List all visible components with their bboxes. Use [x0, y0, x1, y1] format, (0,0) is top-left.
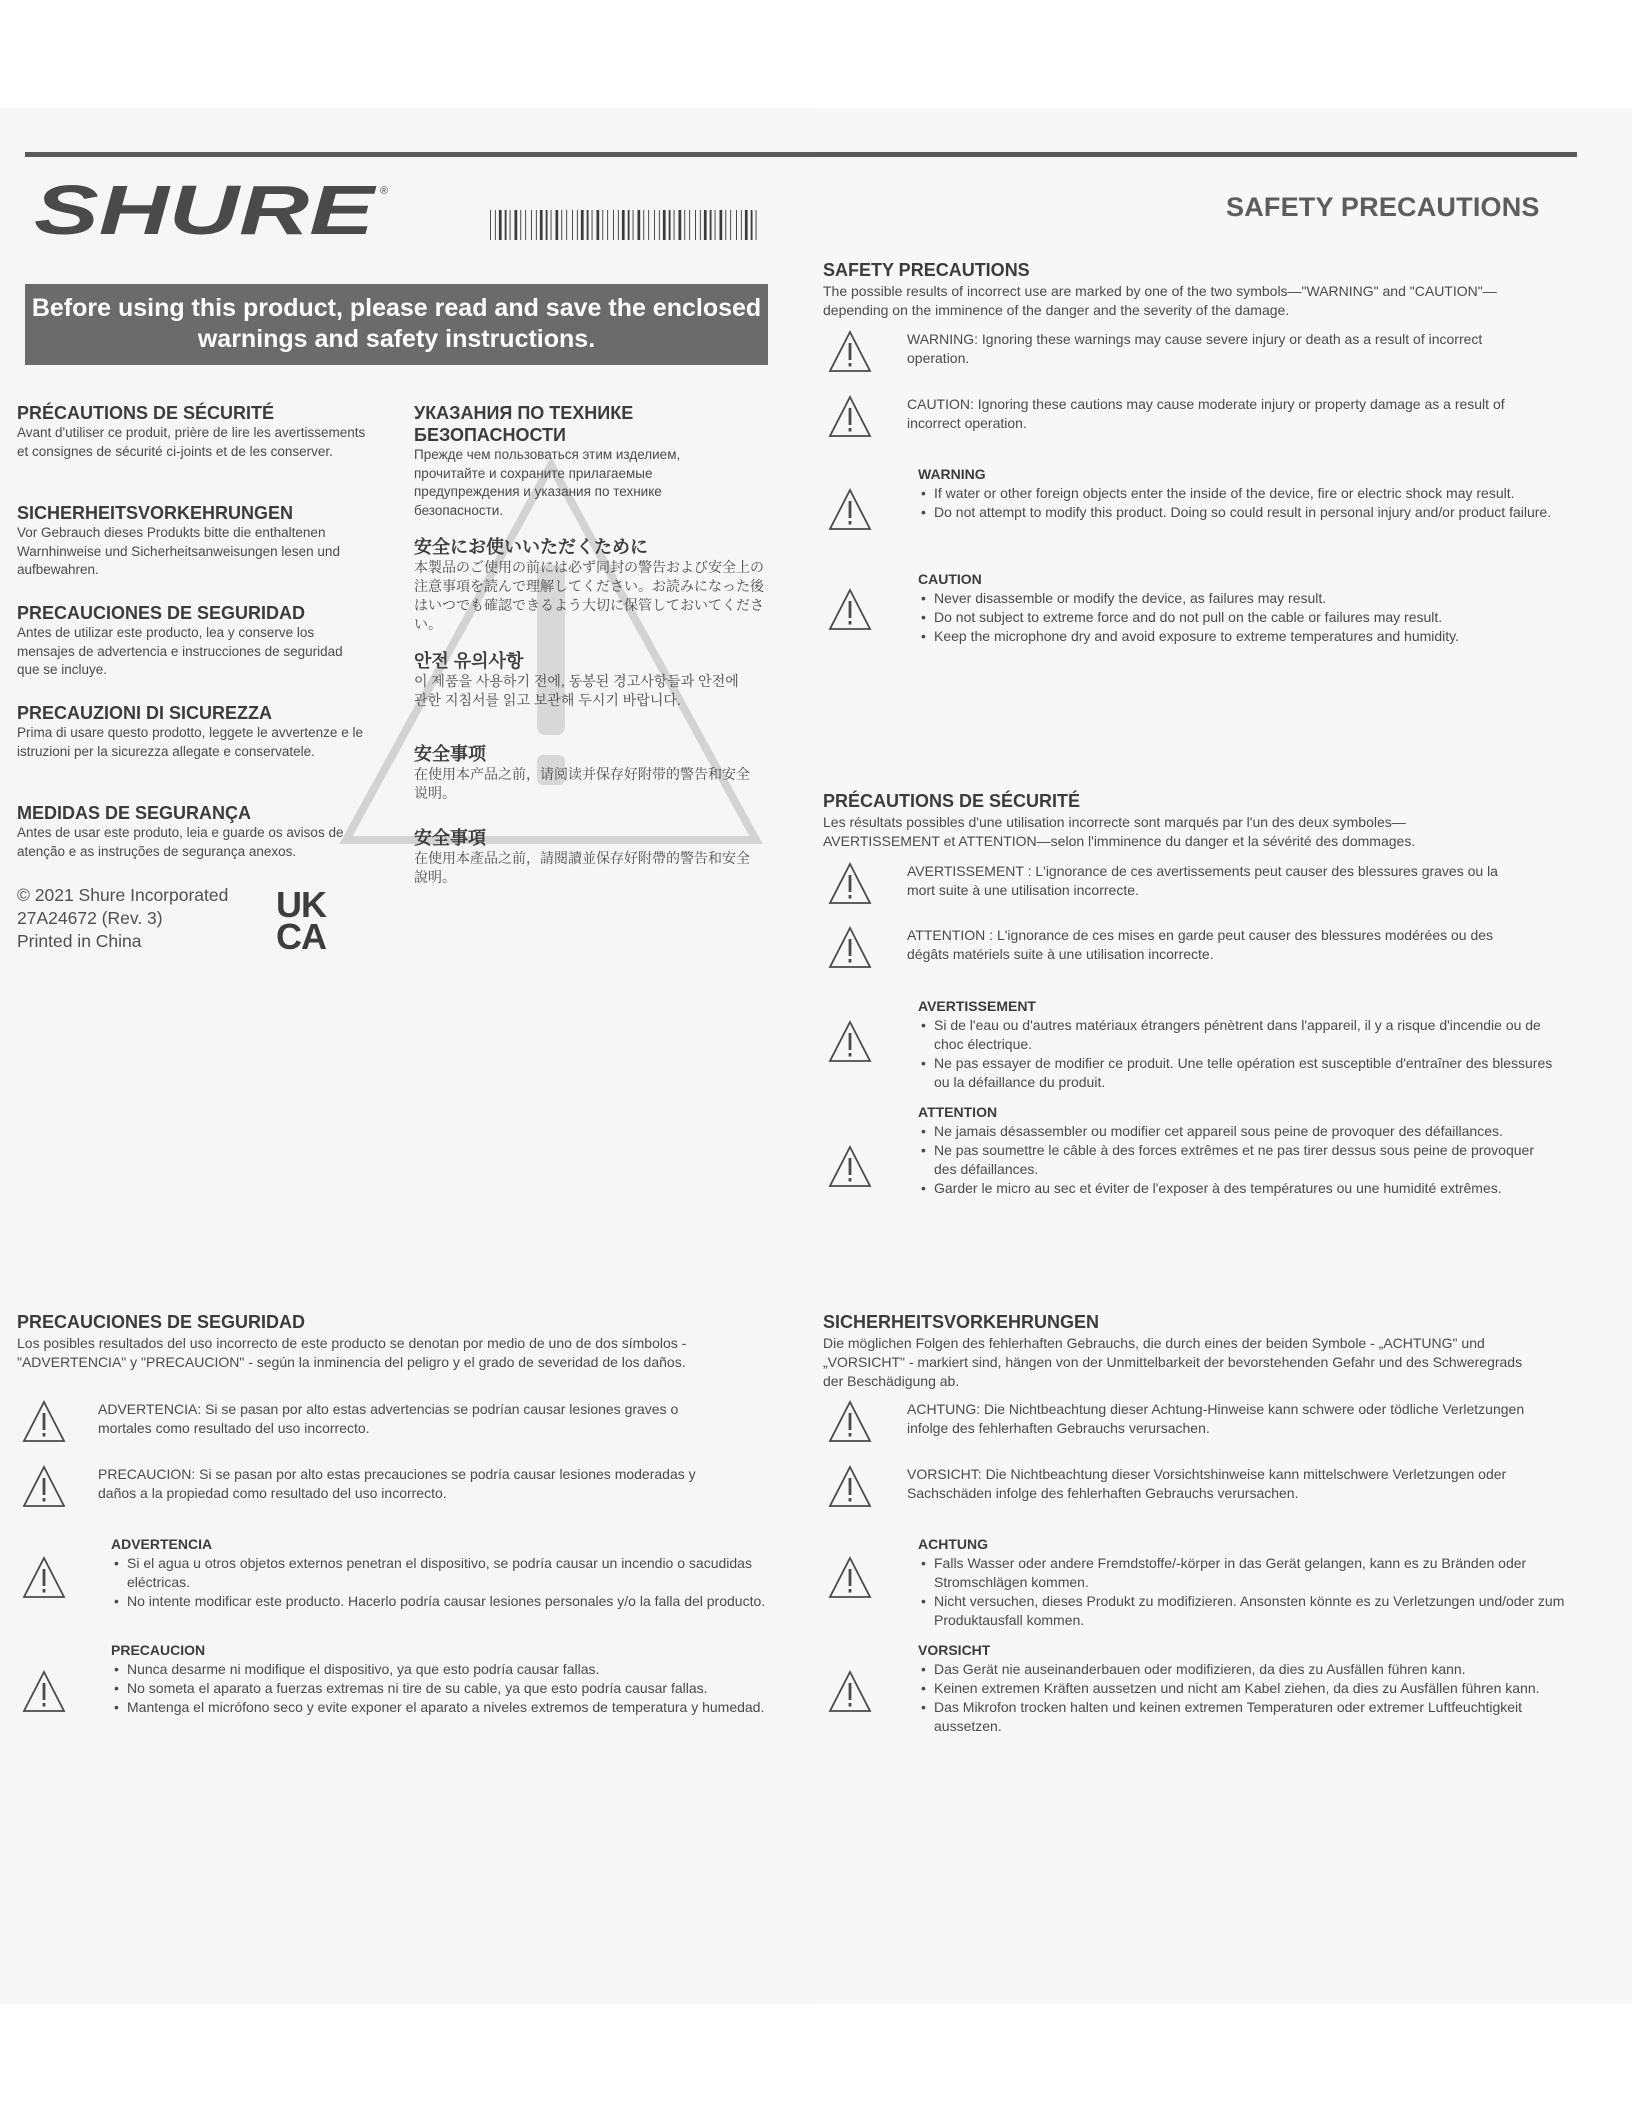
list-item: • Do not attempt to modify this product. Doing so could result in personal injury and/or product failure. — [934, 503, 1558, 522]
list-item: • Nunca desarme ni modifique el dispositivo, ya que esto podría causar fallas. — [127, 1660, 771, 1679]
mid-section-ru — [414, 402, 744, 520]
warning-triangle-icon — [22, 1400, 66, 1444]
imprint — [17, 884, 257, 953]
section-body: 이 제품을 사용하기 전에, 동봉된 경고사항들과 안전에 관한 지침서를 읽고 보관해 두시기 바랍니다. — [414, 673, 739, 708]
read-instructions-banner: Before using this product, please read and save the enclosed warnings and safety instructions. — [25, 284, 768, 365]
legend-text: VORSICHT: Die Nichtbeachtung dieser Vorsichtshinweise kann mittelschwere Verletzungen oder Sachschäden infolge des fehlerhaften Gebrauchs verursachen. — [907, 1466, 1507, 1501]
es-warning-heading: ADVERTENCIA — [111, 1536, 213, 1552]
shure-logo — [30, 176, 390, 251]
doc-title: SAFETY PRECAUTIONS — [1226, 192, 1540, 222]
warning-triangle-icon — [828, 862, 872, 906]
list-item: • No someta el aparato a fuerzas extremas ni tire de su cable, ya que esto podría causar fallas. — [127, 1679, 771, 1698]
list-item: • Never disassemble or modify the device, as failures may result. — [934, 589, 1558, 608]
warning-triangle-icon — [828, 1020, 872, 1064]
section-body: 本製品のご使用の前には必ず同封の警告および安全上の注意事項を読んで理解してください。お読みになった後はいつでも確認できるよう大切に保管しておいてください。 — [414, 559, 764, 632]
ukca-mark — [276, 884, 326, 957]
warning-triangle-icon — [828, 1465, 872, 1509]
list-item: • If water or other foreign objects enter the inside of the device, fire or electric shock may result. — [934, 484, 1558, 503]
warning-triangle-icon — [22, 1670, 66, 1714]
en-warning-list — [918, 484, 1558, 522]
warning-triangle-icon — [828, 588, 872, 632]
list-item: • Ne jamais désassembler ou modifier cet appareil sous peine de provoquer des défaillances. — [934, 1122, 1558, 1141]
section-title: PRÉCAUTIONS DE SÉCURITÉ — [17, 403, 275, 423]
left-section-pt — [17, 802, 387, 861]
list-item: • Keinen extremen Kräften aussetzen und nicht am Kabel ziehen, da dies zu Ausfällen führen kann. — [934, 1679, 1573, 1698]
legend-text: ACHTUNG: Die Nichtbeachtung dieser Achtung-Hinweise kann schwere oder tödliche Verletzungen infolge des fehlerhaften Gebrauchs verursachen. — [907, 1401, 1525, 1436]
warning-triangle-icon — [828, 1400, 872, 1444]
part-number: 27A24672 (Rev. 3) — [17, 908, 163, 928]
en-caution-heading: CAUTION — [918, 571, 982, 587]
section-title: 安全にお使いいただくために — [414, 537, 648, 557]
list-item: • Nicht versuchen, dieses Produkt zu modifizieren. Ansonsten könnte es zu Verletzungen und/oder zum Produktausfall kommen. — [934, 1592, 1578, 1630]
left-section-fr — [17, 402, 377, 461]
warning-triangle-icon — [22, 1465, 66, 1509]
en-intro: The possible results of incorrect use are marked by one of the two symbols—"WARNING" and "CAUTION"—depending on the imminence of the danger and the severity of the damage. — [823, 283, 1497, 318]
de-title: SICHERHEITSVORKEHRUNGEN — [823, 1312, 1100, 1332]
list-item: • No intente modificar este producto. Hacerlo podría causar lesiones personales y/o la falla del producto. — [127, 1592, 766, 1611]
en-title: SAFETY PRECAUTIONS — [823, 260, 1030, 280]
es-intro: Los posibles resultados del uso incorrecto de este producto se denotan por medio de uno de dos símbolos - "ADVERTENCIA" y "PRECAUCION" - según la inminencia del peligro y el grado de severidad de los daños. — [17, 1335, 687, 1370]
es-warning-list — [111, 1554, 766, 1611]
section-body: Antes de usar este produto, leia e guarde os avisos de atenção e as instruções de segurança anexos. — [17, 825, 344, 859]
fr-warning-heading: AVERTISSEMENT — [918, 998, 1036, 1014]
mid-section-zh-cn — [414, 743, 754, 803]
fr-intro: Les résultats possibles d'une utilisation incorrecte sont marqués par l'un des deux symboles—AVERTISSEMENT et ATTENTION—selon l'imminence du danger et la sévérité des dommages. — [823, 814, 1416, 849]
fr-caution-list — [918, 1122, 1558, 1198]
left-section-it — [17, 702, 372, 761]
warning-triangle-icon — [828, 1145, 872, 1189]
section-title: УКАЗАНИЯ ПО ТЕХНИКЕ БЕЗОПАСНОСТИ — [414, 403, 634, 445]
barcode — [490, 210, 758, 240]
print-origin: Printed in China — [17, 931, 142, 951]
warning-triangle-icon — [828, 395, 872, 439]
legend-text: ATTENTION : L'ignorance de ces mises en garde peut causer des blessures modérées ou des dégâts matériels suite à une utilisation incorrecte. — [907, 927, 1494, 962]
section-title: MEDIDAS DE SEGURANÇA — [17, 803, 252, 823]
es-title: PRECAUCIONES DE SEGURIDAD — [17, 1312, 306, 1332]
list-item: • Ne pas essayer de modifier ce produit. Une telle opération est susceptible d'entraîner des blessures ou la défaillance du produit. — [934, 1054, 1568, 1092]
header-rule — [25, 152, 1577, 157]
section-body: Прежде чем пользоваться этим изделием, прочитайте и сохраните прилагаемые предупреждения и указания по технике безопасности. — [414, 447, 681, 518]
section-title: 安全事項 — [414, 828, 486, 848]
mid-section-zh-tw — [414, 827, 754, 887]
de-warning-heading: ACHTUNG — [918, 1536, 988, 1552]
section-title: 安全事项 — [414, 744, 486, 764]
mid-section-ko — [414, 650, 754, 710]
section-body: Vor Gebrauch dieses Produkts bitte die enthaltenen Warnhinweise und Sicherheitsanweisungen lesen und aufbewahren. — [17, 525, 340, 577]
section-title: SICHERHEITSVORKEHRUNGEN — [17, 503, 294, 523]
warning-triangle-icon — [828, 330, 872, 374]
legend-text: PRECAUCION: Si se pasan por alto estas precauciones se podría causar lesiones moderadas y daños a la propiedad como resultado del uso incorrecto. — [98, 1466, 696, 1501]
list-item: • Falls Wasser oder andere Fremdstoffe/-körper in das Gerät gelangen, kann es zu Bränden oder Stromschlägen kommen. — [934, 1554, 1578, 1592]
list-item: • Das Gerät nie auseinanderbauen oder modifizieren, da dies zu Ausfällen führen kann. — [934, 1660, 1573, 1679]
legend-text: WARNING: Ignoring these warnings may cause severe injury or death as a result of incorrect operation. — [907, 331, 1483, 366]
list-item: • Ne pas soumettre le câble à des forces extrêmes et ne pas tirer dessus sous peine de provoquer des défaillances. — [934, 1141, 1558, 1179]
paper-left-panel — [0, 108, 816, 2004]
list-item: • Si de l'eau ou d'autres matériaux étrangers pénètrent dans l'appareil, il y a risque d'incendie ou de choc électrique. — [934, 1016, 1568, 1054]
de-intro: Die möglichen Folgen des fehlerhaften Gebrauchs, die durch eines der beiden Symbole - „ACHTUNG" und „VORSICHT" - markiert sind, hängen von der Unmittelbarkeit der bevorstehenden Gefahr und des Schweregrads der Beschädigung ab. — [823, 1335, 1523, 1389]
warning-triangle-icon — [22, 1556, 66, 1600]
section-title: 안전 유의사항 — [414, 651, 524, 671]
de-caution-list — [918, 1660, 1573, 1736]
list-item: • Das Mikrofon trocken halten und keinen extremen Temperaturen oder extremer Luftfeuchtigkeit aussetzen. — [934, 1698, 1573, 1736]
fr-caution-heading: ATTENTION — [918, 1104, 998, 1120]
section-body: 在使用本產品之前，請閱讀並保存好附帶的警告和安全說明。 — [414, 850, 750, 885]
brand-text: SHURE — [34, 176, 378, 246]
legend-text: AVERTISSEMENT : L'ignorance de ces avertissements peut causer des blessures graves ou la mort suite à une utilisation incorrecte. — [907, 863, 1498, 898]
list-item: • Keep the microphone dry and avoid exposure to extreme temperatures and humidity. — [934, 627, 1558, 646]
de-caution-heading: VORSICHT — [918, 1642, 991, 1658]
left-section-de — [17, 502, 382, 580]
section-title: PRECAUZIONI DI SICUREZZA — [17, 703, 273, 723]
warning-triangle-icon — [828, 926, 872, 970]
warning-triangle-icon — [828, 488, 872, 532]
list-item: • Do not subject to extreme force and do not pull on the cable or failures may result. — [934, 608, 1558, 627]
list-item: • Si el agua u otros objetos externos penetran el dispositivo, se podría causar un incendio o sacudidas eléctricas. — [127, 1554, 766, 1592]
ukca-line-1: UK — [276, 884, 326, 925]
en-warning-heading: WARNING — [918, 466, 986, 482]
mid-section-ja — [414, 536, 766, 634]
fr-title: PRÉCAUTIONS DE SÉCURITÉ — [823, 791, 1081, 811]
svg-text:®: ® — [380, 185, 389, 197]
left-section-es — [17, 602, 357, 680]
legend-text: ADVERTENCIA: Si se pasan por alto estas advertencias se podrían causar lesiones graves o mortales como resultado del uso incorrecto. — [98, 1401, 679, 1436]
es-caution-list — [111, 1660, 771, 1717]
en-caution-list — [918, 589, 1558, 646]
ukca-line-2: CA — [276, 916, 326, 957]
de-warning-list — [918, 1554, 1578, 1630]
section-body: Prima di usare questo prodotto, leggete le avvertenze e le istruzioni per la sicurezza allegate e conservatele. — [17, 725, 363, 759]
legend-text: CAUTION: Ignoring these cautions may cause moderate injury or property damage as a result of incorrect operation. — [907, 396, 1505, 431]
section-title: PRECAUCIONES DE SEGURIDAD — [17, 603, 306, 623]
warning-triangle-icon — [828, 1556, 872, 1600]
list-item: • Mantenga el micrófono seco y evite exponer el aparato a niveles extremos de temperatura y humedad. — [127, 1698, 771, 1717]
fr-warning-list — [918, 1016, 1568, 1092]
warning-triangle-icon — [828, 1670, 872, 1714]
es-caution-heading: PRECAUCION — [111, 1642, 206, 1658]
copyright: © 2021 Shure Incorporated — [17, 885, 229, 905]
list-item: • Garder le micro au sec et éviter de l'exposer à des températures ou une humidité extrêmes. — [934, 1179, 1558, 1198]
section-body: Avant d'utiliser ce produit, prière de lire les avertissements et consignes de sécurité ci-joints et de les conserver. — [17, 425, 366, 459]
section-body: Antes de utilizar este producto, lea y conserve los mensajes de advertencia e instrucciones de seguridad que se incluye. — [17, 625, 343, 677]
section-body: 在使用本产品之前，请阅读并保存好附带的警告和安全说明。 — [414, 766, 750, 801]
